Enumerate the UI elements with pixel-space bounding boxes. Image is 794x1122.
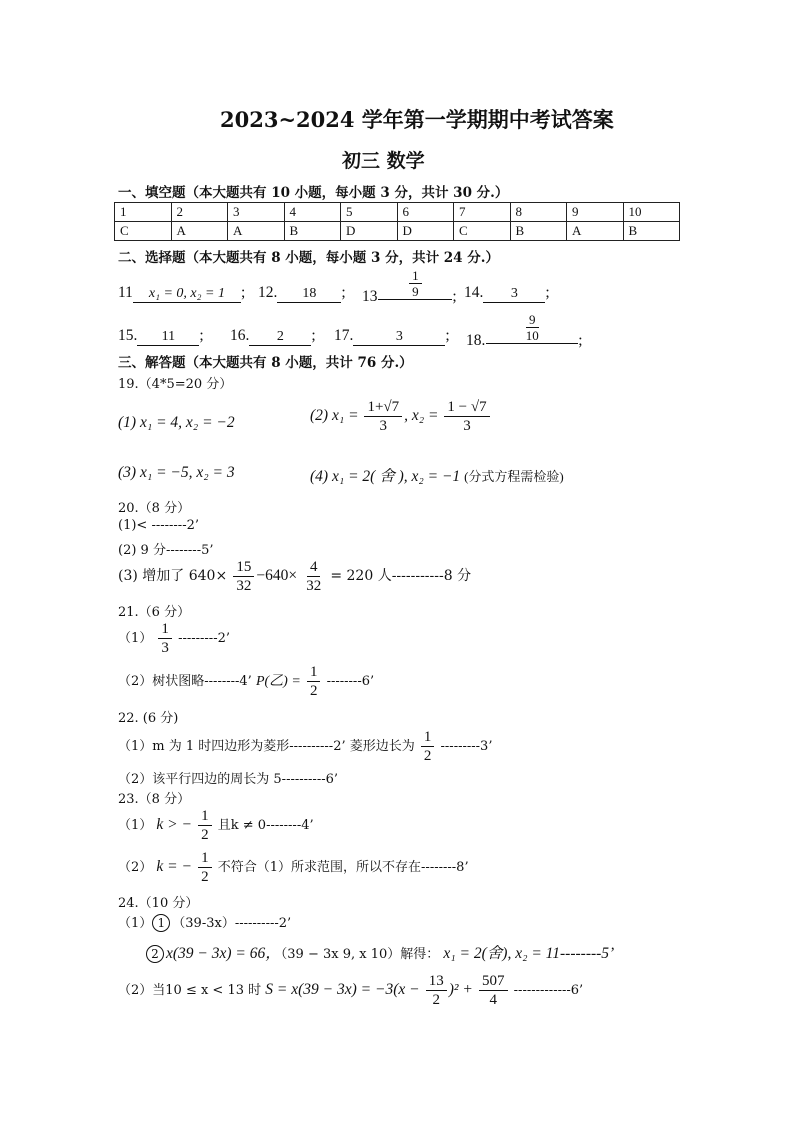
q14-blank: 3 — [483, 285, 545, 303]
q16-answer — [230, 327, 316, 346]
q22-part1-pre: （1）m 为 1 时四边形为菱形----------2’ 菱形边长为 — [118, 739, 415, 754]
q14-label: 14. — [464, 284, 484, 301]
q19-part4 — [310, 464, 564, 486]
q20-frac1-num: 15 — [233, 558, 254, 577]
q21-part2-den: 2 — [309, 683, 318, 699]
table-cell: B — [510, 222, 567, 241]
q22-part1-num: 1 — [421, 728, 435, 747]
q22-part1 — [118, 728, 492, 765]
q24-frac2-num: 507 — [479, 972, 508, 991]
q22-part1-den: 2 — [423, 748, 432, 764]
q12-sep: ; — [341, 284, 346, 301]
q23-part2-post: 不符合（1）所求范围，所以不存在--------8’ — [217, 860, 469, 875]
page-title: 2023~2024 学年第一学期期中考试答案 — [220, 107, 614, 132]
q18-label: 18. — [466, 332, 486, 349]
q17-answer — [334, 327, 450, 346]
q24-part1-post: （39-3x）----------2’ — [172, 916, 292, 931]
q12-label: 12. — [258, 284, 278, 301]
q19-part4-eq: (4) x₁ = 2( 舍 ), x₂ = −1 — [310, 468, 461, 485]
page-subtitle: 初三 数学 — [342, 150, 425, 172]
answer-table-numbers-row — [115, 203, 680, 222]
q19-part3: (3) x₁ = −5, x₂ = 3 — [118, 464, 235, 481]
q19-part2-num2: 1 − √7 — [444, 398, 489, 417]
q16-sep: ; — [311, 327, 316, 344]
q20-part3-pre: (3) 增加了 640× — [118, 568, 228, 584]
q18-den: 10 — [525, 328, 539, 343]
q23-part2-eq: k = − — [156, 858, 192, 875]
table-cell: C — [115, 222, 172, 241]
q19-part1: (1) x₁ = 4, x₂ = −2 — [118, 414, 235, 431]
q13-blank — [378, 268, 452, 300]
q20-part3-mid: −640× — [256, 567, 298, 584]
q24-part2-eq: S = x(39 − 3x) = −3(x − — [265, 981, 420, 998]
q19-part2-mid: , x₂ = — [404, 407, 439, 425]
q23-part2-pre: （2） — [118, 860, 153, 875]
q11-label: 11 — [118, 284, 133, 301]
q14-answer — [464, 284, 550, 303]
circled-one-icon: 1 — [152, 914, 170, 932]
q22-head: 22. (6 分) — [118, 711, 179, 726]
q15-sep: ; — [199, 327, 204, 344]
table-cell: D — [397, 222, 454, 241]
q11-answer — [118, 284, 245, 303]
q21-part2-post: --------6’ — [326, 674, 375, 689]
q11-blank: x₁ = 0, x₂ = 1 — [133, 285, 241, 303]
q20-part3-post: = 220 人-----------8 分 — [330, 568, 472, 584]
q24-part2-pre: （2）当10 ≤ x < 13 时 — [118, 983, 262, 998]
q24-head: 24.（10 分） — [118, 896, 199, 911]
q24-part2 — [118, 972, 583, 1009]
q24-part1b-eq: x(39 − 3x) = 66， — [166, 945, 281, 962]
q22-part2: （2）该平行四边的周长为 5----------6’ — [118, 772, 339, 787]
q23-part1-den: 2 — [201, 827, 209, 843]
q13-sep: ; — [452, 288, 457, 305]
q20-part3 — [118, 558, 471, 595]
q15-answer — [118, 327, 204, 346]
q24-frac2-den: 4 — [489, 992, 498, 1008]
q24-part1-pre: （1） — [118, 916, 153, 931]
q18-sep: ; — [578, 332, 583, 349]
q19-part2-lhs: (2) x₁ = — [310, 407, 359, 425]
section2-heading: 二、选择题（本大题共有 8 小题，每小题 3 分，共计 24 分.） — [118, 250, 499, 266]
q20-head: 20.（8 分） — [118, 501, 191, 516]
answer-table — [114, 202, 680, 241]
table-cell: A — [171, 222, 228, 241]
answer-table-answers-row — [115, 222, 680, 241]
q21-part2-num: 1 — [307, 663, 321, 682]
q20-frac2-num: 4 — [307, 558, 321, 577]
q13-label: 13 — [362, 288, 378, 305]
q12-answer — [258, 284, 346, 303]
q16-blank: 2 — [249, 328, 311, 346]
q24-part1b-sol: x₁ = 2(舍), x₂ = 11--------5’ — [443, 945, 615, 962]
q21-part2 — [118, 663, 374, 700]
q18-num: 9 — [526, 312, 539, 328]
q11-sep: ; — [240, 284, 246, 301]
table-cell: 7 — [454, 203, 511, 222]
q21-part1-post: ---------2’ — [178, 631, 230, 646]
q21-part2-prob: P(乙) = — [255, 674, 301, 689]
q19-part2-den1: 3 — [379, 418, 388, 434]
q20-frac1-den: 32 — [236, 578, 252, 594]
q23-part1-post: 且k ≠ 0--------4’ — [217, 818, 314, 833]
q20-part1: (1)< --------2’ — [118, 518, 199, 533]
q23-part1 — [118, 807, 314, 844]
table-cell: D — [341, 222, 398, 241]
q17-label: 17. — [334, 327, 354, 344]
q15-blank: 11 — [137, 328, 199, 346]
circled-two-icon: 2 — [146, 945, 164, 963]
table-cell: 1 — [115, 203, 172, 222]
q17-blank: 3 — [353, 328, 445, 346]
table-cell: 8 — [510, 203, 567, 222]
q19-part2-den2: 3 — [463, 418, 471, 434]
q16-label: 16. — [230, 327, 250, 344]
q24-part2-post: -------------6’ — [513, 983, 584, 998]
q21-part1-num: 1 — [158, 620, 172, 639]
q13-den: 9 — [412, 284, 419, 299]
q21-part2-pre: （2）树状图略--------4’ — [118, 674, 252, 689]
q23-part1-pre: （1） — [118, 818, 153, 833]
table-cell: 6 — [397, 203, 454, 222]
q13-num: 1 — [409, 268, 422, 284]
table-cell: C — [454, 222, 511, 241]
q14-sep: ; — [545, 284, 550, 301]
q21-part1 — [118, 620, 230, 657]
table-cell: A — [567, 222, 624, 241]
q17-sep: ; — [445, 327, 450, 344]
q21-head: 21.（6 分） — [118, 605, 191, 620]
q24-part2-mid: )² + — [448, 981, 473, 998]
q12-blank: 18 — [277, 285, 341, 303]
q23-head: 23.（8 分） — [118, 792, 191, 807]
q23-part2 — [118, 849, 469, 886]
table-cell: 9 — [567, 203, 624, 222]
q24-part1 — [118, 912, 291, 932]
table-cell: 3 — [228, 203, 285, 222]
q19-part4-note: (分式方程需检验) — [464, 469, 564, 484]
table-cell: 2 — [171, 203, 228, 222]
table-cell: B — [623, 222, 680, 241]
q24-part1b-cond: （39 − 3x 9, x 10）解得： — [280, 947, 440, 962]
table-cell: 4 — [284, 203, 341, 222]
q20-part2: (2) 9 分--------5’ — [118, 543, 214, 558]
table-cell: 10 — [623, 203, 680, 222]
q23-part1-num: 1 — [198, 807, 212, 826]
section3-heading: 三、解答题（本大题共有 8 小题，共计 76 分.） — [118, 355, 413, 371]
table-cell: B — [284, 222, 341, 241]
q23-part2-den: 2 — [201, 869, 209, 885]
q18-answer — [466, 312, 583, 349]
q19-part2-num1: 1+√7 — [364, 398, 402, 417]
q23-part1-ineq: k > − — [156, 816, 192, 833]
q24-frac1-den: 2 — [432, 992, 440, 1008]
q20-frac2-den: 32 — [306, 578, 322, 594]
q24-part1b — [146, 941, 614, 963]
q21-part1-pre: （1） — [118, 631, 153, 646]
section1-heading: 一、填空题（本大题共有 10 小题，每小题 3 分，共计 30 分.） — [118, 185, 509, 201]
q24-frac1-num: 13 — [426, 972, 447, 991]
q21-part1-den: 3 — [161, 640, 169, 656]
q18-blank — [486, 312, 578, 344]
table-cell: A — [228, 222, 285, 241]
q19-head: 19.（4*5=20 分） — [118, 377, 233, 392]
q22-part1-post: ---------3’ — [440, 739, 493, 754]
q23-part2-num: 1 — [198, 849, 212, 868]
q15-label: 15. — [118, 327, 138, 344]
q13-answer — [362, 268, 457, 305]
table-cell: 5 — [341, 203, 398, 222]
q19-part2 — [310, 398, 492, 435]
